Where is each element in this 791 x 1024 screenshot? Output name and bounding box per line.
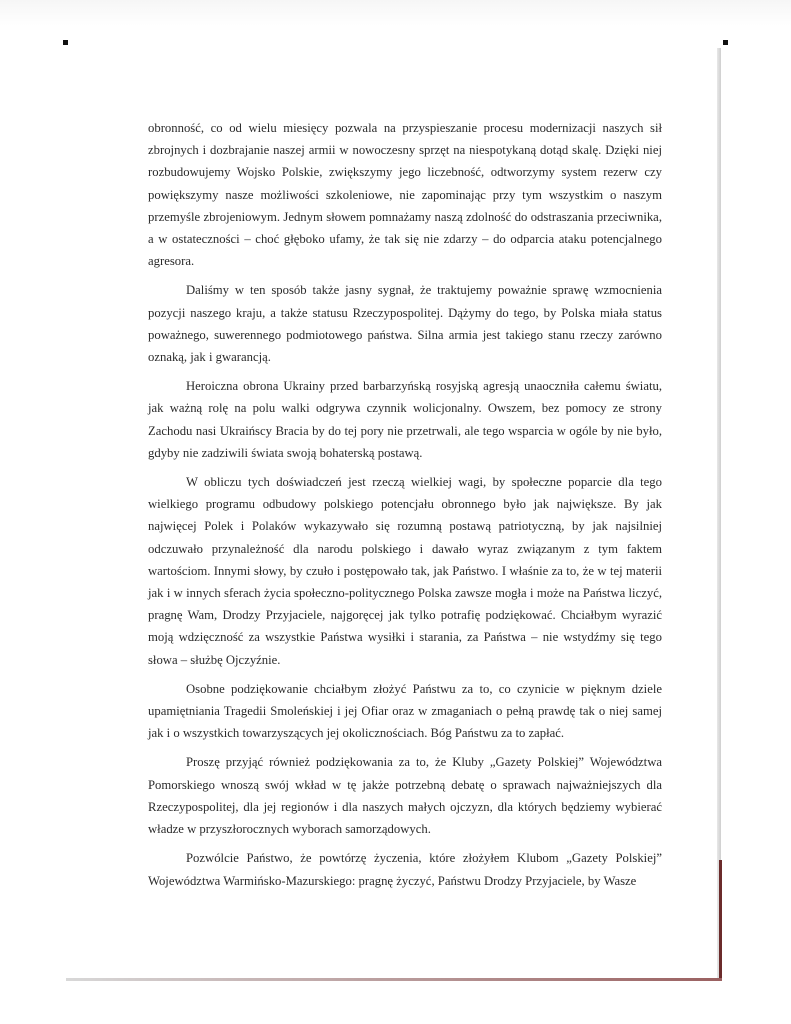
scan-corner-mark-left [63, 40, 68, 45]
paragraph: Pozwólcie Państwo, że powtórzę życzenia, które złożyłem Klubom „Gazety Polskiej” Województwa Warmińsko-Mazurskiego: pragnę życzyć, Państwu Drodzy Przyjaciele, by Wasze [148, 851, 662, 888]
scan-corner-mark-right [723, 40, 728, 45]
paragraph: Daliśmy w ten sposób także jasny sygnał, że traktujemy poważnie sprawę wzmocnienia pozycji naszego kraju, a także statusu Rzeczypospolitej. Dążymy do tego, by Polska miała status poważnego, suwerennego podmiotowego państwa. Silna armia jest takiego stanu rzeczy zarówno oznaką, jak i gwarancją. [148, 283, 662, 365]
page-right-edge [717, 48, 721, 978]
paragraph: Heroiczna obrona Ukrainy przed barbarzyńską rosyjską agresją unaoczniła całemu światu, jak ważną rolę na polu walki odgrywa czynnik wolicjonalny. Owszem, bez pomocy ze strony Zachodu nasi Ukraińscy Bracia by do tej pory nie przetrwali, ale tego wsparcia w ogóle by nie było, gdyby nie zadziwili świata swoją bohaterską postawą. [148, 379, 662, 460]
paragraph: W obliczu tych doświadczeń jest rzeczą wielkiej wagi, by społeczne poparcie dla tego wielkiego programu odbudowy polskiego potencjału obronnego było jak największe. By jak najwięcej Polek i Polaków wykazywało się rozumną postawą patriotyczną, by jak najsilniej odczuwało przynależność dla narodu polskiego i dawało wyraz związanym z tym faktem wartościom. Innymi słowy, by czuło i postępowało tak, jak Państwo. I właśnie za to, że w tej materii jak i w innych sferach życia społeczno-politycznego Polska zawsze mogła i może na Państwa liczyć, pragnę Wam, Drodzy Przyjaciele, najgoręcej jak tylko potrafię podziękować. Chciałbym wyrazić moją wdzięczność za wszystkie Państwa wysiłki i starania, za Państwa – nie wstydźmy się tego słowa – służbę Ojczyźnie. [148, 475, 662, 667]
page-right-edge-shadow [719, 860, 722, 980]
letter-body [148, 117, 662, 892]
paragraph: Proszę przyjąć również podziękowania za to, że Kluby „Gazety Polskiej” Województwa Pomorskiego wnoszą swój wkład w tę jakże potrzebną debatę o sprawach najważniejszych dla Rzeczypospolitej, dla jej regionów i dla naszych małych ojczyzn, dla których będziemy wybierać władze w przyszłorocznych wyborach samorządowych. [148, 755, 662, 837]
paragraph: obronność, co od wielu miesięcy pozwala na przyspieszanie procesu modernizacji naszych sił zbrojnych i dozbrajanie naszej armii w nowoczesny sprzęt na niespotykaną dotąd skalę. Dzięki niej rozbudowujemy Wojsko Polskie, zwiększymy jego liczebność, odtworzymy system rezerw czy powiększymy nasze możliwości szkoleniowe, nie zapominając przy tym wszystkim o naszym przemyśle zbrojeniowym. Jednym słowem pomnażamy naszą zdolność do odstraszania przeciwnika, a w ostateczności – choć głęboko ufamy, że tak się nie zdarzy – do odparcia ataku potencjalnego agresora. [148, 121, 662, 269]
page-bottom-edge [66, 978, 722, 981]
scan-top-shadow [0, 0, 791, 26]
paragraph: Osobne podziękowanie chciałbym złożyć Państwu za to, co czynicie w pięknym dziele upamiętniania Tragedii Smoleńskiej i jej Ofiar oraz w zmaganiach o pełną prawdę tak o niej samej jak i o wszystkich towarzyszących jej okolicznościach. Bóg Państwu za to zapłać. [148, 681, 662, 741]
